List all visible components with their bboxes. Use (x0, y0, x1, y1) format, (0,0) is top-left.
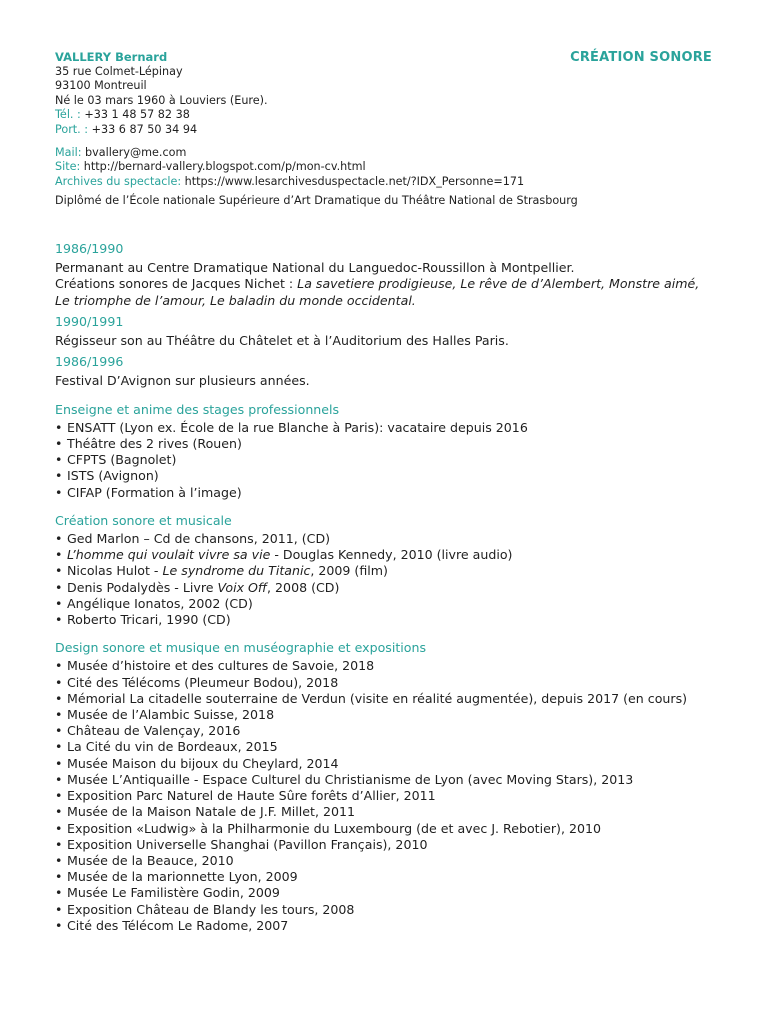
phone-value: +33 1 48 57 82 38 (80, 108, 190, 122)
mail-line (55, 146, 715, 161)
mobile-label: Port. : (55, 122, 89, 136)
text-segment: Nicolas Hulot - (67, 563, 163, 579)
text-segment: ISTS (Avignon) (67, 468, 159, 484)
text-segment: Roberto Tricari, 1990 (CD) (67, 612, 231, 628)
list-item (55, 452, 720, 468)
list-item (55, 739, 720, 755)
text-segment: Exposition Château de Blandy les tours, 2008 (67, 901, 355, 917)
period-date: 1986/1990 (55, 241, 124, 256)
person-name: VALLERY Bernard (55, 50, 168, 64)
list-item (55, 837, 720, 853)
list-item (55, 723, 720, 739)
list-item (55, 821, 720, 837)
italic-title: Voix Off (217, 579, 268, 595)
italic-title: Le syndrome du Titanic (162, 563, 311, 579)
list-item (55, 885, 720, 901)
section-heading: Enseigne et anime des stages professionnels (55, 401, 340, 417)
career-timeline (55, 241, 720, 390)
text-segment: Mémorial La citadelle souterraine de Verdun (visite en réalité augmentée), depuis 2017 (en cours) (67, 690, 688, 706)
list-item (55, 853, 720, 869)
text-segment: Château de Valençay, 2016 (67, 723, 241, 739)
text-segment: Musée Le Familistère Godin, 2009 (67, 885, 280, 901)
text-segment: Musée de la Beauce, 2010 (67, 852, 234, 868)
address-street: 35 rue Colmet-Lépinay (55, 64, 183, 78)
text-segment: Festival D’Avignon sur plusieurs années. (55, 373, 310, 389)
list-item (55, 675, 720, 691)
list-item (55, 420, 720, 436)
list-item (55, 531, 720, 547)
period-description (55, 333, 720, 349)
list-item (55, 580, 720, 596)
bullet-list (55, 420, 720, 501)
text-segment: Théâtre des 2 rives (Rouen) (67, 436, 242, 452)
text-segment: La Cité du vin de Bordeaux, 2015 (67, 739, 278, 755)
text-segment: Musée de l’Alambic Suisse, 2018 (67, 707, 275, 723)
text-segment: CIFAP (Formation à l’image) (67, 484, 242, 500)
site-line (55, 160, 715, 175)
description-line (55, 276, 720, 292)
birth-info: Né le 03 mars 1960 à Louviers (Eure). (55, 93, 268, 107)
text-segment: Denis Podalydès - Livre (67, 579, 218, 595)
text-segment: Exposition Parc Naturel de Haute Sûre forêts d’Allier, 2011 (67, 788, 436, 804)
text-segment: CFPTS (Bagnolet) (67, 452, 177, 468)
list-item (55, 612, 720, 628)
mail-label: Mail: (55, 145, 82, 159)
list-item (55, 772, 720, 788)
text-segment: Exposition Universelle Shanghai (Pavillon Français), 2010 (67, 836, 428, 852)
address-city: 93100 Montreuil (55, 79, 147, 93)
cv-body (55, 241, 720, 934)
text-segment: Créations sonores de Jacques Nichet : (55, 276, 298, 292)
archives-label: Archives du spectacle: (55, 174, 182, 188)
contact-block (55, 50, 715, 209)
section-heading: Création sonore et musicale (55, 512, 232, 528)
text-segment: Musée Maison du bijoux du Cheylard, 2014 (67, 755, 339, 771)
list-item (55, 869, 720, 885)
text-segment: Permanant au Centre Dramatique National du Languedoc-Roussillon à Montpellier. (55, 260, 575, 276)
mobile-line (55, 123, 715, 138)
text-segment: , 2008 (CD) (267, 579, 340, 595)
bullet-list (55, 658, 720, 933)
italic-title: L’homme qui voulait vivre sa vie (67, 547, 271, 563)
period-description (55, 373, 720, 389)
text-segment: Régisseur son au Théâtre du Châtelet et à l’Auditorium des Halles Paris. (55, 333, 509, 349)
description-line (55, 333, 720, 349)
archives-link[interactable]: https://www.lesarchivesduspectacle.net/?IDX_Personne=171 (181, 174, 525, 188)
italic-title: Le triomphe de l’amour, Le baladin du monde occidental. (55, 292, 416, 308)
description-line (55, 260, 720, 276)
text-segment: Musée de la Maison Natale de J.F. Millet, 2011 (67, 804, 356, 820)
description-line (55, 373, 720, 389)
archives-line (55, 175, 715, 190)
list-item (55, 918, 720, 934)
list-item (55, 485, 720, 501)
site-label: Site: (55, 160, 81, 174)
list-item (55, 691, 720, 707)
mail-link[interactable]: bvallery@me.com (81, 145, 187, 159)
text-segment: Cité des Télécoms (Pleumeur Bodou), 2018 (67, 674, 339, 690)
bullet-list (55, 531, 720, 628)
cv-sections (55, 402, 720, 934)
text-segment: Musée L’Antiquaille - Espace Culturel du Christianisme de Lyon (avec Moving Stars), 2013 (67, 771, 634, 787)
list-item (55, 596, 720, 612)
text-segment: Musée d’histoire et des cultures de Savoie, 2018 (67, 658, 375, 674)
list-item (55, 902, 720, 918)
text-segment: ENSATT (Lyon ex. École de la rue Blanche à Paris): vacataire depuis 2016 (67, 419, 528, 435)
period-date: 1986/1996 (55, 354, 124, 370)
diploma-text: Diplômé de l’École nationale Supérieure d’Art Dramatique du Théâtre National de Strasbourg (55, 194, 578, 208)
text-segment: Exposition «Ludwig» à la Philharmonie du Luxembourg (de et avec J. Rebotier), 2010 (67, 820, 601, 836)
text-segment: , 2009 (film) (310, 563, 388, 579)
list-item (55, 563, 720, 579)
text-segment: - Douglas Kennedy, 2010 (livre audio) (270, 547, 513, 563)
text-segment: Musée de la marionnette Lyon, 2009 (67, 869, 298, 885)
site-link[interactable]: http://bernard-vallery.blogspot.com/p/mon-cv.html (80, 160, 366, 174)
list-item (55, 658, 720, 674)
italic-title: La savetiere prodigieuse, Le rêve de d’Alembert, Monstre aimé, (297, 276, 700, 292)
text-segment: Angélique Ionatos, 2002 (CD) (67, 595, 253, 611)
mobile-value: +33 6 87 50 34 94 (88, 122, 198, 136)
period-description (55, 260, 720, 309)
phone-label: Tél. : (55, 108, 81, 122)
list-item (55, 788, 720, 804)
section-heading: Design sonore et musique en muséographie et expositions (55, 640, 427, 656)
document-title: CRÉATION SONORE (570, 50, 712, 65)
list-item (55, 804, 720, 820)
list-item (55, 468, 720, 484)
list-item (55, 436, 720, 452)
period-date: 1990/1991 (55, 313, 124, 329)
list-item (55, 547, 720, 563)
description-line (55, 293, 720, 309)
text-segment: Cité des Télécom Le Radome, 2007 (67, 917, 289, 933)
phone-line (55, 108, 715, 123)
text-segment: Ged Marlon – Cd de chansons, 2011, (CD) (67, 531, 331, 547)
list-item (55, 756, 720, 772)
list-item (55, 707, 720, 723)
